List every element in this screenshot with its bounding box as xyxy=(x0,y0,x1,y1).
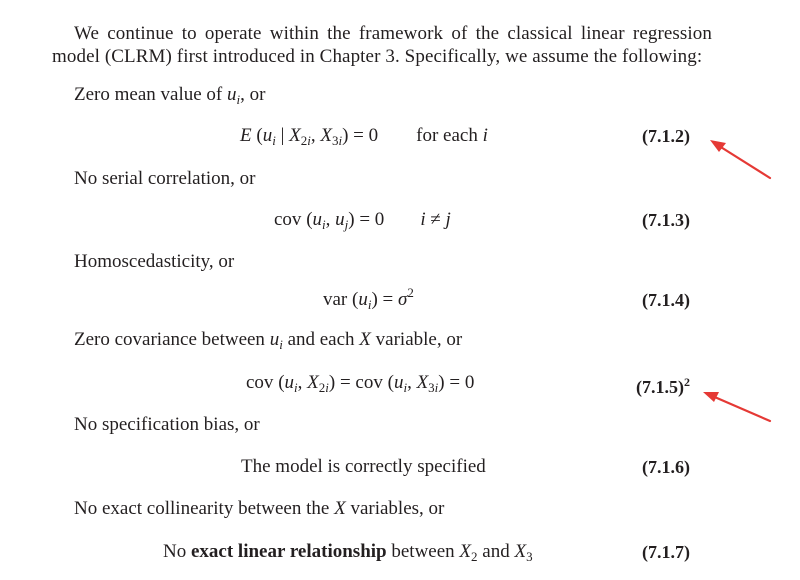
equation-number-7-1-4: (7.1.4) xyxy=(642,290,690,310)
condition-suffix: variable, or xyxy=(370,329,463,350)
variable-u: u xyxy=(269,329,280,350)
condition-suffix: , or xyxy=(240,84,266,105)
equation-number-7-1-7: (7.1.7) xyxy=(642,542,690,562)
intro-text: We continue to operate within the framework of the classical linear regression model (CLRM) first introduced in Chapter 3. Specifically, we assume the following: xyxy=(52,23,712,67)
equation-number-7-1-2: (7.1.2) xyxy=(642,126,690,146)
condition-no-exact-collinearity xyxy=(74,498,444,520)
equation-7-1-2: E ($u_i$ | $X_{2i}$, $X_{3i}) = 0$ for each i xyxy=(240,125,488,148)
between-text: between xyxy=(391,541,455,562)
equation-7-1-5: cov ($u_i$, $X_{2i}$) = cov ($u_i$, $X_{3i}) = 0$ xyxy=(246,372,475,395)
cov-function: cov xyxy=(274,209,302,230)
subscript-i: i xyxy=(279,337,283,352)
subscript-i: i xyxy=(236,92,241,107)
condition-no-serial-correlation: No serial correlation, or xyxy=(74,168,256,189)
equation-7-1-6: The model is correctly specified xyxy=(241,456,486,477)
no-text: No xyxy=(163,541,187,562)
condition-mid: and each xyxy=(282,329,360,350)
not-equal-symbol: ≠ xyxy=(430,209,441,230)
equation-number-7-1-6: (7.1.6) xyxy=(642,457,690,477)
condition-zero-covariance xyxy=(74,329,462,351)
sigma-symbol: σ xyxy=(398,289,408,310)
equation-7-1-7: No exact linear relationship between $X_2$ and $X_3$ xyxy=(163,541,533,564)
equation-7-1-4: var $(u_i) = \sigma^2$ xyxy=(323,285,414,312)
condition-no-specification-bias: No specification bias, or xyxy=(74,414,260,435)
intro-paragraph xyxy=(52,23,712,68)
footnote-marker: 2 xyxy=(684,375,690,389)
condition-zero-mean xyxy=(74,84,265,106)
bold-phrase: exact linear relationship xyxy=(190,541,387,562)
condition-text: No exact collinearity between the xyxy=(74,498,335,519)
condition-text: Zero mean value of xyxy=(74,84,227,105)
condition-homoscedasticity: Homoscedasticity, or xyxy=(74,251,235,272)
var-function: var xyxy=(323,289,348,310)
variable-u: u xyxy=(226,84,237,105)
and-text: and xyxy=(482,541,510,562)
equation-number-7-1-3: (7.1.3) xyxy=(642,210,690,230)
condition-suffix: variables, or xyxy=(345,498,445,519)
red-arrow-7-1-5 xyxy=(703,392,770,421)
for-each-text: for each xyxy=(416,125,478,146)
red-arrow-7-1-2 xyxy=(710,140,770,178)
power-2: 2 xyxy=(407,285,414,300)
equation-7-1-3: cov ($u_i$, $u_j) = 0$ i ≠ j xyxy=(274,209,451,232)
expectation-symbol: E xyxy=(240,125,252,146)
index-i: i xyxy=(482,125,488,146)
cov-function: cov xyxy=(246,372,274,393)
variable-x: X xyxy=(334,498,346,519)
equation-number-text: (7.1.5) xyxy=(636,377,684,397)
equation-number-7-1-5 xyxy=(636,371,690,398)
variable-x: X xyxy=(359,329,371,350)
condition-text: Zero covariance between xyxy=(74,329,270,350)
